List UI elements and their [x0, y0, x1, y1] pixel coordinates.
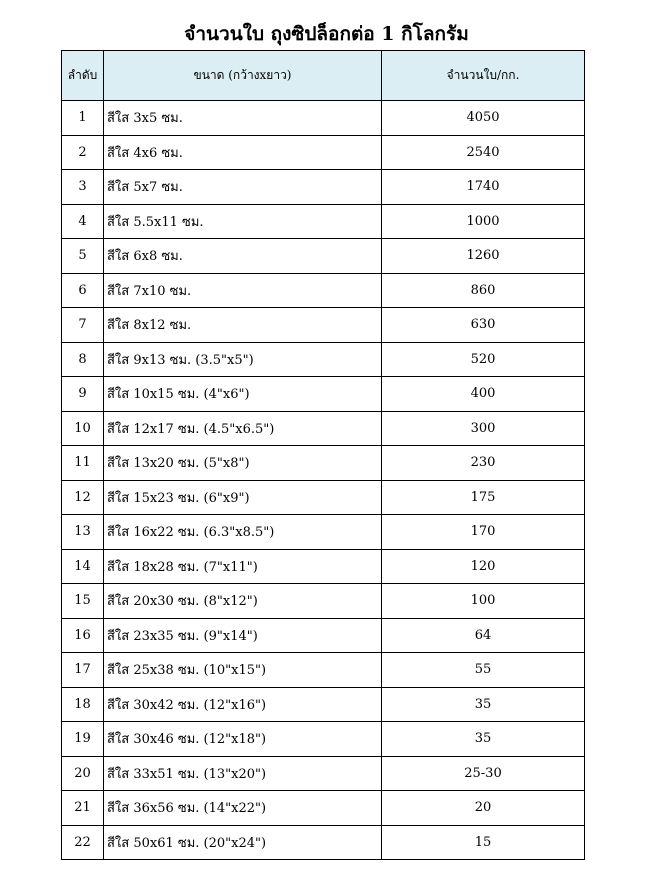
row-quantity: 630: [382, 308, 585, 343]
table-body: [62, 101, 585, 860]
row-number: 16: [62, 618, 104, 653]
row-number: 22: [62, 825, 104, 860]
table-row: [62, 722, 585, 757]
table-row: [62, 446, 585, 481]
row-quantity: 1000: [382, 204, 585, 239]
header-qty: จำนวนใบ/กก.: [382, 51, 585, 101]
row-quantity: 35: [382, 687, 585, 722]
row-size: สีใส 50x61 ซม. (20"x24"): [104, 825, 382, 860]
table-row: [62, 549, 585, 584]
row-quantity: 170: [382, 515, 585, 550]
row-size: สีใส 25x38 ซม. (10"x15"): [104, 653, 382, 688]
row-quantity: 1260: [382, 239, 585, 274]
row-number: 3: [62, 170, 104, 205]
row-number: 15: [62, 584, 104, 619]
row-size: สีใส 8x12 ซม.: [104, 308, 382, 343]
table-row: [62, 825, 585, 860]
table-row: [62, 170, 585, 205]
page-title: จำนวนใบ ถุงซิปล็อกต่อ 1 กิโลกรัม: [184, 23, 469, 45]
row-number: 8: [62, 342, 104, 377]
row-number: 6: [62, 273, 104, 308]
header-size: ขนาด (กว้างxยาว): [104, 51, 382, 101]
row-number: 7: [62, 308, 104, 343]
table-header-row: [62, 51, 585, 101]
row-quantity: 15: [382, 825, 585, 860]
row-size: สีใส 13x20 ซม. (5"x8"): [104, 446, 382, 481]
row-quantity: 520: [382, 342, 585, 377]
row-number: 20: [62, 756, 104, 791]
row-number: 10: [62, 411, 104, 446]
row-size: สีใส 30x46 ซม. (12"x18"): [104, 722, 382, 757]
row-number: 13: [62, 515, 104, 550]
table-row: [62, 618, 585, 653]
header-no: ลำดับ: [62, 51, 104, 101]
row-number: 2: [62, 135, 104, 170]
table-row: [62, 273, 585, 308]
row-quantity: 400: [382, 377, 585, 412]
table-row: [62, 101, 585, 136]
table-row: [62, 480, 585, 515]
table-row: [62, 515, 585, 550]
row-number: 5: [62, 239, 104, 274]
row-number: 17: [62, 653, 104, 688]
table-row: [62, 653, 585, 688]
row-number: 11: [62, 446, 104, 481]
row-number: 19: [62, 722, 104, 757]
row-number: 18: [62, 687, 104, 722]
row-quantity: 35: [382, 722, 585, 757]
row-quantity: 860: [382, 273, 585, 308]
row-size: สีใส 18x28 ซม. (7"x11"): [104, 549, 382, 584]
table-row: [62, 135, 585, 170]
row-quantity: 175: [382, 480, 585, 515]
table-row: [62, 377, 585, 412]
row-size: สีใส 23x35 ซม. (9"x14"): [104, 618, 382, 653]
row-quantity: 300: [382, 411, 585, 446]
row-size: สีใส 15x23 ซม. (6"x9"): [104, 480, 382, 515]
row-size: สีใส 5x7 ซม.: [104, 170, 382, 205]
table-row: [62, 791, 585, 826]
table-row: [62, 687, 585, 722]
row-number: 12: [62, 480, 104, 515]
table-row: [62, 584, 585, 619]
row-size: สีใส 30x42 ซม. (12"x16"): [104, 687, 382, 722]
row-size: สีใส 9x13 ซม. (3.5"x5"): [104, 342, 382, 377]
row-number: 14: [62, 549, 104, 584]
row-size: สีใส 16x22 ซม. (6.3"x8.5"): [104, 515, 382, 550]
row-quantity: 230: [382, 446, 585, 481]
row-size: สีใส 20x30 ซม. (8"x12"): [104, 584, 382, 619]
row-number: 21: [62, 791, 104, 826]
row-size: สีใส 5.5x11 ซม.: [104, 204, 382, 239]
row-number: 9: [62, 377, 104, 412]
row-quantity: 1740: [382, 170, 585, 205]
row-size: สีใส 10x15 ซม. (4"x6"): [104, 377, 382, 412]
row-size: สีใส 33x51 ซม. (13"x20"): [104, 756, 382, 791]
row-quantity: 120: [382, 549, 585, 584]
table-row: [62, 342, 585, 377]
row-size: สีใส 3x5 ซม.: [104, 101, 382, 136]
row-size: สีใส 7x10 ซม.: [104, 273, 382, 308]
row-quantity: 25-30: [382, 756, 585, 791]
row-size: สีใส 4x6 ซม.: [104, 135, 382, 170]
row-quantity: 4050: [382, 101, 585, 136]
row-size: สีใส 6x8 ซม.: [104, 239, 382, 274]
row-quantity: 64: [382, 618, 585, 653]
size-table: [61, 50, 585, 860]
row-number: 1: [62, 101, 104, 136]
table-row: [62, 239, 585, 274]
table-row: [62, 756, 585, 791]
row-size: สีใส 36x56 ซม. (14"x22"): [104, 791, 382, 826]
table-row: [62, 411, 585, 446]
row-quantity: 100: [382, 584, 585, 619]
row-number: 4: [62, 204, 104, 239]
row-quantity: 20: [382, 791, 585, 826]
table-row: [62, 204, 585, 239]
row-quantity: 2540: [382, 135, 585, 170]
row-size: สีใส 12x17 ซม. (4.5"x6.5"): [104, 411, 382, 446]
row-quantity: 55: [382, 653, 585, 688]
table-row: [62, 308, 585, 343]
